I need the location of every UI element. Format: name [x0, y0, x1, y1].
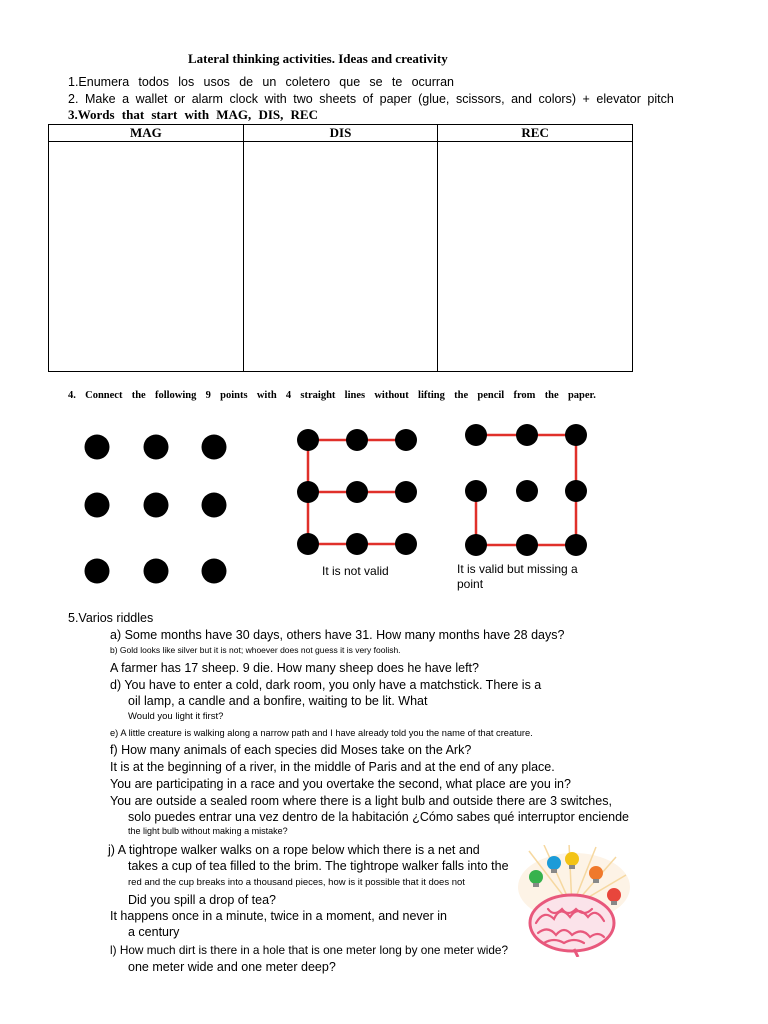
column-header-dis: DIS — [243, 125, 438, 142]
dot — [565, 534, 587, 556]
column-header-rec: REC — [438, 125, 633, 142]
word: the — [544, 390, 559, 401]
riddle-j: j) A tightrope walker walks on a rope below which there is a net and — [108, 843, 480, 857]
word: and — [511, 92, 532, 106]
word: 1.Enumera — [68, 75, 130, 89]
column-header-mag: MAG — [49, 125, 244, 142]
rec-cell[interactable] — [438, 142, 633, 372]
activity-3 — [68, 107, 318, 123]
puzzle-instruction — [68, 390, 596, 401]
riddle-l: l) How much dirt is there in a hole that is one meter long by one meter wide? — [110, 943, 509, 957]
dot-grid-invalid-solution — [288, 422, 428, 562]
word: points — [220, 390, 248, 401]
word: lines — [344, 390, 366, 401]
riddle-k-line2: a century — [128, 925, 180, 939]
word: pitch — [647, 92, 674, 106]
lightbulb-base — [551, 869, 557, 873]
word: with — [184, 107, 210, 122]
word: start — [151, 107, 178, 122]
dot — [465, 534, 487, 556]
word: alarm — [191, 92, 223, 106]
word: wallet — [135, 92, 168, 106]
word: un — [262, 75, 277, 89]
dot — [395, 481, 417, 503]
word: 3.Words — [68, 107, 115, 122]
word: de — [239, 75, 254, 89]
riddle-f: f) How many animals of each species did Moses take on the Ark? — [110, 743, 472, 757]
word: 9 — [205, 390, 211, 401]
word: 4 — [285, 390, 292, 401]
word: MAG, — [216, 107, 252, 122]
word: with — [256, 390, 277, 401]
word: from — [513, 390, 536, 401]
words-table — [48, 124, 633, 372]
word: with — [264, 92, 287, 106]
riddle-e: e) A little creature is walking along a narrow path and I have already told you the name of that creature. — [110, 728, 533, 738]
word: or — [174, 92, 186, 106]
lightbulb-base — [569, 865, 575, 869]
dot — [516, 480, 538, 502]
word: coletero — [285, 75, 331, 89]
word: straight — [300, 390, 336, 401]
mag-cell[interactable] — [49, 142, 244, 372]
lightbulb-base — [533, 883, 539, 887]
dot — [144, 435, 169, 460]
dot — [565, 424, 587, 446]
dot — [395, 429, 417, 451]
brain-outline — [530, 895, 614, 951]
dot-group — [85, 435, 227, 584]
riddle-g: It is at the beginning of a river, in the middle of Paris and at the end of any place. — [110, 760, 555, 774]
lightbulb-base — [593, 879, 599, 883]
lightbulb-icon — [529, 870, 543, 884]
word: a — [122, 92, 130, 106]
word: elevator — [596, 92, 641, 106]
riddle-a: a) Some months have 30 days, others have 31. How many months have 28 days? — [110, 628, 565, 642]
word: following — [154, 390, 197, 401]
word: Make — [84, 92, 116, 106]
word: without — [374, 390, 409, 401]
lightbulb-base — [611, 901, 617, 905]
dot — [465, 480, 487, 502]
word: lifting — [418, 390, 445, 401]
riddle-i: You are outside a sealed room where there is a light bulb and outside there are 3 switches, — [110, 794, 612, 808]
brain-with-lightbulbs-icon — [514, 845, 632, 957]
dot — [202, 559, 227, 584]
word: the — [131, 390, 146, 401]
dis-cell[interactable] — [243, 142, 438, 372]
word: 2. — [68, 92, 79, 106]
lightbulb-icon — [565, 852, 579, 866]
riddle-c: A farmer has 17 sheep. 9 die. How many sheep does he have left? — [110, 661, 479, 675]
word: that — [121, 107, 145, 122]
caption-not-valid: It is not valid — [322, 564, 389, 578]
word: colors) — [538, 92, 577, 106]
word: scissors, — [455, 92, 505, 106]
word: ocurran — [411, 75, 454, 89]
lightbulb-icon — [607, 888, 621, 902]
word: usos — [203, 75, 230, 89]
dot — [565, 480, 587, 502]
activity-2 — [68, 92, 674, 106]
riddle-j-line3: red and the cup breaks into a thousand pieces, how is it possible that it does not — [128, 877, 465, 888]
dot — [516, 424, 538, 446]
word: se — [369, 75, 383, 89]
word: 4. — [68, 390, 76, 401]
dot — [85, 559, 110, 584]
dot — [202, 493, 227, 518]
word: Connect — [85, 390, 123, 401]
dot — [346, 429, 368, 451]
word: que — [339, 75, 361, 89]
riddle-l-line2: one meter wide and one meter deep? — [128, 960, 336, 974]
word: te — [391, 75, 403, 89]
dot — [465, 424, 487, 446]
dot — [346, 481, 368, 503]
dot — [297, 429, 319, 451]
word: clock — [229, 92, 258, 106]
word: of — [362, 92, 374, 106]
riddle-k: It happens once in a minute, twice in a moment, and never in — [110, 909, 447, 923]
caption-missing-point: It is valid but missing a point — [457, 562, 578, 591]
riddle-b: b) Gold looks like silver but it is not; whoever does not guess it is very foolish. — [110, 645, 401, 655]
word: todos — [138, 75, 170, 89]
riddles-heading: 5.Varios riddles — [68, 611, 154, 625]
riddle-h: You are participating in a race and you overtake the second, what place are you in? — [110, 777, 571, 791]
word: + — [582, 92, 590, 106]
word: DIS, — [258, 107, 284, 122]
dot — [202, 435, 227, 460]
riddle-j-line4: Did you spill a drop of tea? — [128, 893, 277, 907]
riddle-d-line3: Would you light it first? — [128, 711, 224, 722]
activity-1 — [68, 75, 454, 89]
dot — [346, 533, 368, 555]
word: los — [178, 75, 195, 89]
dot — [297, 481, 319, 503]
riddle-i-line2: solo puedes entrar una vez dentro de la habitación ¿Cómo sabes qué interruptor enciende — [128, 810, 630, 824]
word: REC — [290, 107, 318, 122]
word: sheets — [319, 92, 357, 106]
lightbulb-icon — [589, 866, 603, 880]
dot — [516, 534, 538, 556]
dot — [395, 533, 417, 555]
dot — [85, 435, 110, 460]
dot-group — [465, 424, 587, 556]
dot — [297, 533, 319, 555]
word: (glue, — [418, 92, 450, 106]
word: paper. — [567, 390, 596, 401]
dot-grid-puzzle — [78, 425, 238, 590]
dot — [144, 559, 169, 584]
word: two — [293, 92, 313, 106]
page-title: Lateral thinking activities. Ideas and creativity — [188, 51, 448, 66]
dot-group — [297, 429, 417, 555]
dot-grid-partial-solution — [456, 418, 596, 563]
dot — [144, 493, 169, 518]
riddle-j-line2: takes a cup of tea filled to the brim. The tightrope walker falls into the — [128, 859, 509, 873]
riddle-d-line2: oil lamp, a candle and a bonfire, waiting to be lit. What — [128, 694, 428, 708]
word: the — [454, 390, 469, 401]
riddle-i-line3: the light bulb without making a mistake? — [128, 826, 288, 836]
lightbulb-icon — [547, 856, 561, 870]
dot — [85, 493, 110, 518]
word: pencil — [477, 390, 505, 401]
word: paper — [379, 92, 412, 106]
riddle-d: d) You have to enter a cold, dark room, you only have a matchstick. There is a — [110, 678, 542, 692]
